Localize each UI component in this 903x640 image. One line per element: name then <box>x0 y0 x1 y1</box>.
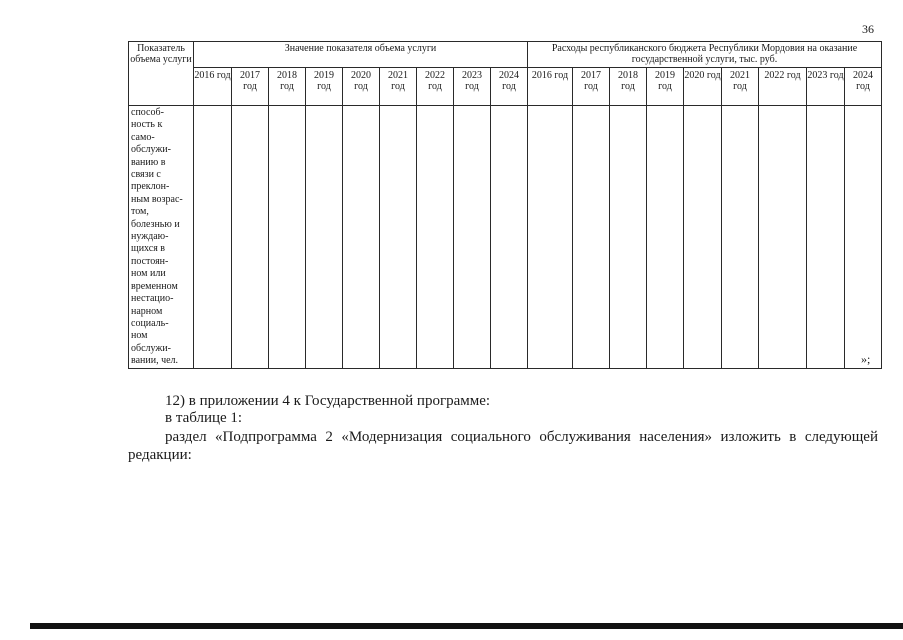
indicator-line: преклон- <box>131 181 170 193</box>
value-year-header: 2022 год <box>417 68 454 106</box>
value-cell <box>380 106 417 369</box>
expense-cell <box>573 106 610 369</box>
indicator-header: Показатель объема услуги <box>129 42 194 106</box>
page-number: 36 <box>862 22 874 36</box>
indicator-line: ном <box>131 330 148 342</box>
scan-edge-bar <box>30 623 903 629</box>
paragraph-table: в таблице 1: <box>165 410 243 426</box>
expense-cell <box>722 106 759 369</box>
indicator-line: вании, чел. <box>131 355 179 367</box>
expense-year-header: 2020 год <box>684 68 722 106</box>
indicator-line: нуждаю- <box>131 231 169 243</box>
indicator-line: постоян- <box>131 255 169 267</box>
indicator-line: ность к <box>131 119 163 131</box>
indicator-line: ном или <box>131 268 166 280</box>
expense-cell <box>647 106 684 369</box>
expense-cell <box>610 106 647 369</box>
value-year-header: 2019 год <box>306 68 343 106</box>
indicator-table <box>128 41 882 369</box>
indicator-line: нестацио- <box>131 293 174 305</box>
indicator-line: социаль- <box>131 317 169 329</box>
expense-cell <box>759 106 807 369</box>
table-row <box>129 106 882 369</box>
indicator-line: способ- <box>131 107 164 118</box>
indicator-line: само- <box>131 131 155 143</box>
indicator-line: щихся в <box>131 243 166 255</box>
value-cell <box>454 106 491 369</box>
value-cell <box>491 106 528 369</box>
expense-year-header: 2023 год <box>807 68 845 106</box>
value-year-header: 2021 год <box>380 68 417 106</box>
indicator-line: ванию в <box>131 156 166 168</box>
value-cell <box>194 106 232 369</box>
value-year-header: 2020 год <box>343 68 380 106</box>
indicator-line: временном <box>131 280 178 292</box>
value-cell <box>306 106 343 369</box>
header-row-groups <box>129 42 882 68</box>
indicator-cell <box>129 106 194 369</box>
expense-year-header: 2022 год <box>759 68 807 106</box>
indicator-line: болезнью и <box>131 218 180 230</box>
header-row-years <box>129 68 882 106</box>
expense-year-header: 2024 год <box>845 68 882 106</box>
indicator-line: нарном <box>131 305 163 317</box>
expense-year-header: 2017 год <box>573 68 610 106</box>
expense-cell <box>807 106 845 369</box>
paragraph-appendix: 12) в приложении 4 к Государственной программе: <box>165 393 491 409</box>
expense-cell <box>684 106 722 369</box>
expense-year-header: 2016 год <box>528 68 573 106</box>
value-year-header: 2017 год <box>232 68 269 106</box>
value-cell <box>232 106 269 369</box>
indicator-line: ным возрас- <box>131 193 183 205</box>
paragraph-section: раздел «Подпрограмма 2 «Модернизация социального обслуживания населения» изложить в следующей редакции: <box>128 429 878 463</box>
value-year-header: 2023 год <box>454 68 491 106</box>
value-group-header: Значение показателя объема услуги <box>194 42 528 68</box>
expense-cell <box>845 106 882 369</box>
expense-year-header: 2021 год <box>722 68 759 106</box>
value-year-header: 2016 год <box>194 68 232 106</box>
indicator-line: том, <box>131 206 149 218</box>
expense-year-header: 2018 год <box>610 68 647 106</box>
indicator-line: связи с <box>131 169 161 181</box>
expense-cell <box>528 106 573 369</box>
value-cell <box>417 106 454 369</box>
indicator-line: обслужи- <box>131 144 171 156</box>
value-cell <box>269 106 306 369</box>
expense-group-header: Расходы республиканского бюджета Республики Мордовия на оказание государственной услуги, тыс. руб. <box>528 42 882 68</box>
value-cell <box>343 106 380 369</box>
closing-quote-mark: »; <box>861 352 871 366</box>
expense-year-header: 2019 год <box>647 68 684 106</box>
value-year-header: 2018 год <box>269 68 306 106</box>
value-year-header: 2024 год <box>491 68 528 106</box>
indicator-line: обслужи- <box>131 342 171 354</box>
